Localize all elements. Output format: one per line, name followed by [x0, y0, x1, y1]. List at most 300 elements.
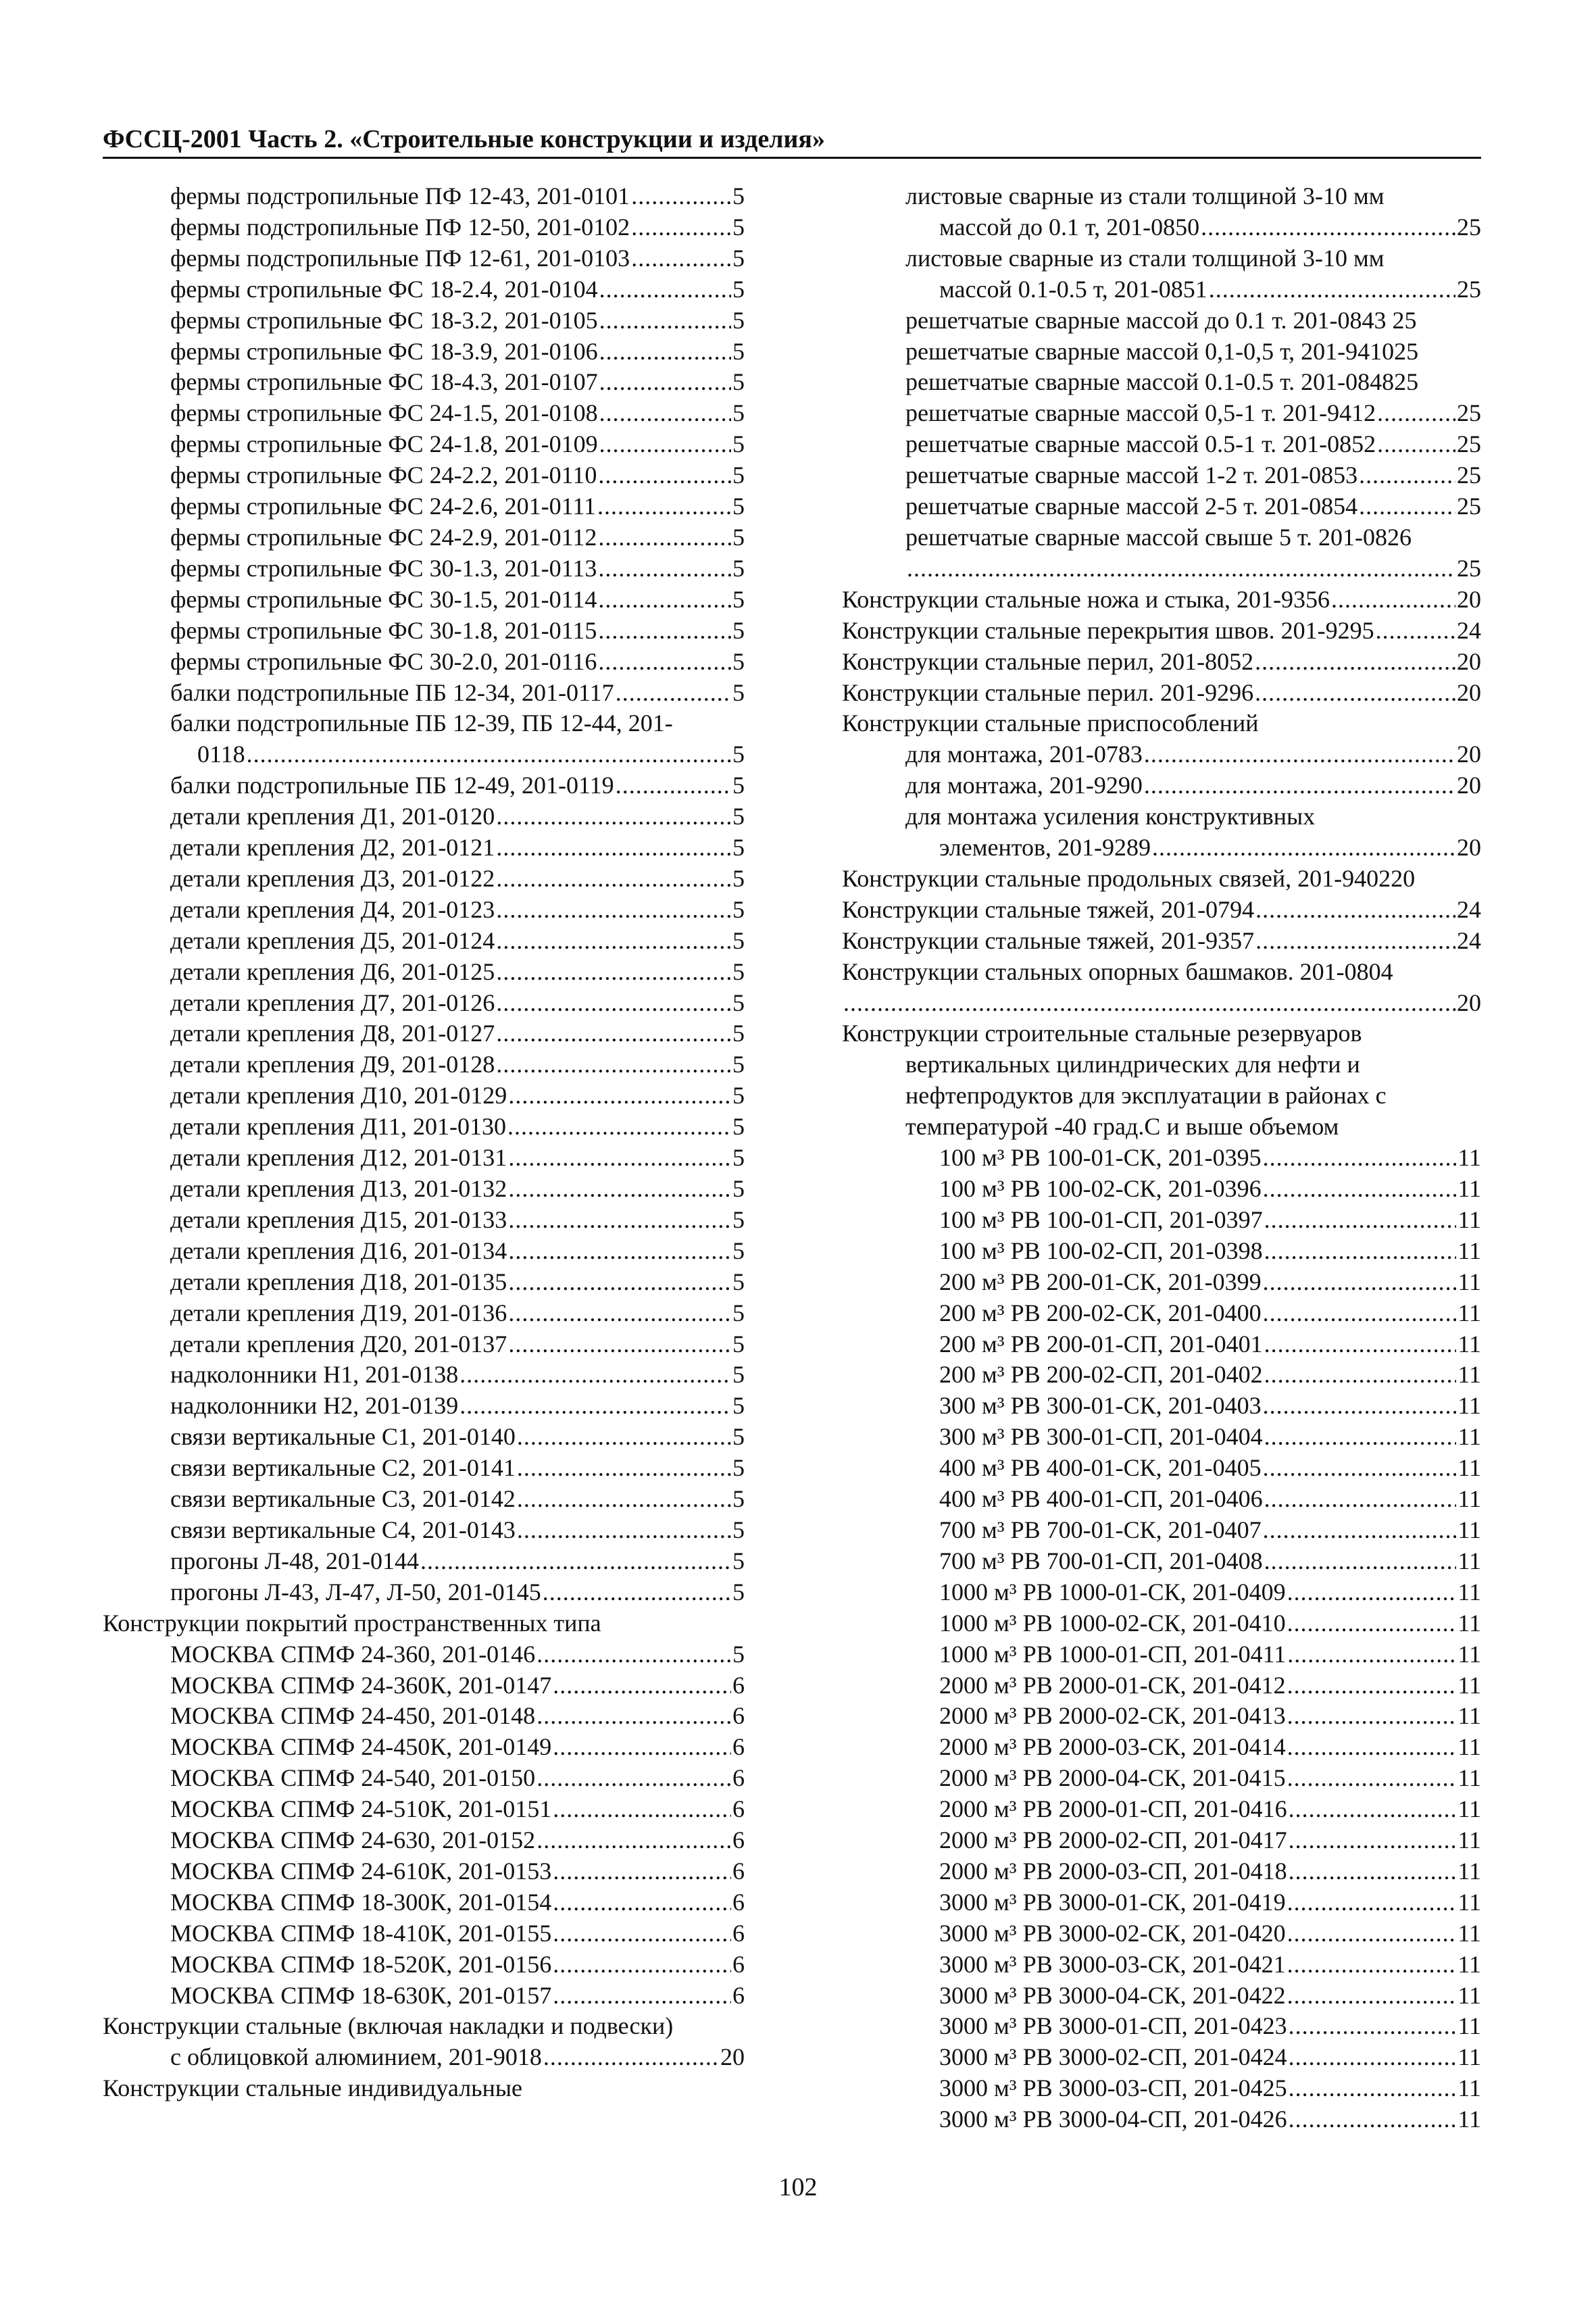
index-entry: [842, 212, 1481, 243]
index-entry-page: 5: [732, 1392, 745, 1420]
dot-leader: [598, 647, 731, 678]
index-entry-text: МОСКВА СПМФ 24-450, 201-0148: [170, 1702, 536, 1730]
index-entry: [103, 553, 745, 584]
index-entry-text: детали крепления Д9, 201-0128: [170, 1051, 495, 1078]
index-entry: [103, 1080, 745, 1112]
index-entry: [103, 2073, 745, 2104]
index-entry: [103, 1670, 745, 1701]
index-entry-row: [939, 1981, 1481, 2012]
dot-leader: [459, 1360, 731, 1391]
index-entry-page: 11: [1457, 1299, 1481, 1326]
index-entry-row: [905, 398, 1481, 429]
dot-leader: [1287, 1639, 1456, 1670]
dot-leader: [907, 553, 1455, 584]
index-entry-page: 5: [732, 803, 745, 830]
index-entry-row: [939, 1856, 1481, 1887]
index-entry-row: [170, 460, 745, 491]
index-entry-page: 11: [1457, 1547, 1481, 1574]
index-entry: [842, 1918, 1481, 1949]
index-entry: [103, 1174, 745, 1205]
index-entry-page: 5: [732, 213, 745, 241]
index-entry-page: 5: [732, 1051, 745, 1078]
dot-leader: [1144, 739, 1455, 770]
index-entry-row: [170, 1174, 745, 1205]
index-entry: [103, 708, 745, 739]
dot-leader: [1289, 2104, 1457, 2135]
index-entry-row: [170, 398, 745, 429]
index-entry: [103, 647, 745, 678]
index-entry-text: 400 м³ РВ 400-01-СК, 201-0405: [939, 1454, 1262, 1482]
index-entry: [842, 1608, 1481, 1639]
index-entry-text: МОСКВА СПМФ 18-520К, 201-0156: [170, 1950, 552, 1978]
dot-leader: [1287, 1887, 1457, 1918]
index-entry-text: фермы стропильные ФС 18-4.3, 201-0107: [170, 368, 598, 396]
index-entry: [842, 274, 1481, 305]
index-entry-page: 11: [1457, 1454, 1481, 1482]
index-entry: [842, 1453, 1481, 1484]
dot-leader: [599, 337, 731, 368]
dot-leader: [543, 2042, 719, 2073]
index-entry-page: 11: [1457, 1485, 1481, 1513]
index-entry-text: Конструкции строительные стальные резервуаров: [842, 1020, 1362, 1047]
index-entry-row: [170, 1422, 745, 1453]
index-entry: [842, 1422, 1481, 1453]
dot-leader: [616, 770, 731, 801]
index-entry-text: массой 0.1-0.5 т, 201-0851: [939, 275, 1207, 303]
index-entry-row: [170, 1112, 745, 1143]
index-entry-page: 24: [1457, 616, 1481, 644]
index-entry-row: [170, 1670, 745, 1701]
index-entry-text: Конструкции стальные перил. 201-9296: [842, 678, 1254, 706]
dot-leader: [496, 926, 731, 957]
index-entry-page: 25: [1457, 213, 1481, 241]
index-entry: [103, 1577, 745, 1608]
dot-leader: [517, 1453, 731, 1484]
index-entry: [842, 957, 1481, 988]
index-entry: [103, 429, 745, 460]
dot-leader: [553, 1918, 731, 1949]
index-entry-page: 20: [1457, 741, 1481, 768]
dot-leader: [631, 243, 731, 274]
index-entry: [842, 553, 1481, 584]
index-entry-row: [170, 1763, 745, 1794]
index-entry-text: элементов, 201-9289: [939, 834, 1151, 862]
dot-leader: [1263, 1267, 1457, 1298]
index-entry: [103, 926, 745, 957]
index-entry: [842, 460, 1481, 491]
index-entry-text: 0118: [197, 741, 245, 768]
index-entry: [842, 1018, 1481, 1049]
dot-leader: [1289, 2011, 1457, 2042]
index-entry-page: 11: [1457, 2012, 1481, 2040]
index-entry-page: 5: [732, 523, 745, 551]
index-entry-page: 6: [732, 1888, 745, 1916]
index-entry-page: 24: [1457, 926, 1481, 954]
index-entry: [103, 1484, 745, 1515]
index-entry-text: 300 м³ РВ 300-01-СК, 201-0403: [939, 1392, 1262, 1420]
index-entry-row: [170, 864, 745, 895]
index-entry-row: [905, 367, 1481, 398]
index-entry-text: для монтажа, 201-0783: [905, 741, 1143, 768]
index-entry-row: [170, 1018, 745, 1049]
index-entry-row: [905, 1112, 1481, 1143]
index-entry-row: [170, 1329, 745, 1360]
index-entry-text: МОСКВА СПМФ 24-360, 201-0146: [170, 1640, 536, 1668]
index-entry: [103, 1608, 745, 1639]
dot-leader: [543, 1577, 731, 1608]
index-entry-text: Конструкции стальные индивидуальные: [103, 2074, 523, 2102]
index-entry-row: [170, 337, 745, 368]
dot-leader: [631, 212, 731, 243]
index-entry-row: [939, 1267, 1481, 1298]
dot-leader: [508, 1267, 731, 1298]
index-entry-row: [939, 1236, 1481, 1267]
index-entry: [842, 770, 1481, 801]
index-entry-text: фермы стропильные ФС 18-2.4, 201-0104: [170, 275, 598, 303]
index-entry-row: [842, 584, 1481, 616]
index-entry: [842, 584, 1481, 616]
dot-leader: [1376, 616, 1455, 647]
index-entry-text: Конструкции стальные тяжей, 201-0794: [842, 895, 1255, 923]
dot-leader: [1255, 895, 1455, 926]
index-entry: [103, 1236, 745, 1267]
index-entry-page: 11: [1457, 1981, 1481, 2009]
index-entry-row: [170, 1267, 745, 1298]
dot-leader: [1201, 212, 1455, 243]
index-entry-row: [170, 367, 745, 398]
index-entry-text: с облицовкой алюминием, 201-9018: [170, 2043, 542, 2071]
index-entry-text: прогоны Л-43, Л-47, Л-50, 201-0145: [170, 1578, 541, 1605]
index-entry-row: [905, 305, 1481, 337]
index-entry: [103, 460, 745, 491]
index-entry-row: [170, 1639, 745, 1670]
index-entry-page: 11: [1457, 1702, 1481, 1730]
index-entry-row: [170, 1080, 745, 1112]
index-entry-text: фермы подстропильные ПФ 12-50, 201-0102: [170, 213, 630, 241]
index-entry-text: МОСКВА СПМФ 24-450К, 201-0149: [170, 1733, 552, 1761]
index-entry-text: 700 м³ РВ 700-01-СП, 201-0408: [939, 1547, 1263, 1574]
index-entry-row: [842, 647, 1481, 678]
index-entry-text: 2000 м³ РВ 2000-03-СК, 201-0414: [939, 1733, 1286, 1761]
index-entry-text: МОСКВА СПМФ 24-610К, 201-0153: [170, 1857, 552, 1885]
index-entry-text: вертикальных цилиндрических для нефти и: [905, 1051, 1360, 1078]
index-entry-row: [170, 708, 745, 739]
dot-leader: [537, 1639, 731, 1670]
index-entry-page: 5: [732, 647, 745, 675]
index-entry: [842, 1360, 1481, 1391]
index-entry: [103, 1794, 745, 1825]
index-entry-text: детали крепления Д19, 201-0136: [170, 1299, 507, 1326]
index-entry-page: 5: [732, 1020, 745, 1047]
index-entry-text: 1000 м³ РВ 1000-01-СК, 201-0409: [939, 1578, 1286, 1605]
index-entry-text: прогоны Л-48, 201-0144: [170, 1547, 419, 1574]
dot-leader: [597, 491, 731, 522]
index-entry-page: 20: [1457, 834, 1481, 862]
index-entry-text: массой до 0.1 т, 201-0850: [939, 213, 1200, 241]
dot-leader: [1289, 1856, 1457, 1887]
index-entry-text: МОСКВА СПМФ 24-360К, 201-0147: [170, 1671, 552, 1699]
index-entry-page: 6: [732, 1733, 745, 1761]
index-entry-row: [905, 739, 1481, 770]
index-entry-page: 5: [732, 368, 745, 396]
dot-leader: [1263, 1143, 1457, 1174]
index-entry-row: [842, 708, 1481, 739]
index-entry: [103, 1732, 745, 1763]
index-entry-row: [103, 2073, 745, 2104]
index-entry-row: [170, 1825, 745, 1856]
index-entry-page: 20: [1457, 585, 1481, 613]
index-entry-page: 11: [1457, 1268, 1481, 1295]
index-entry: [103, 367, 745, 398]
index-entry: [842, 801, 1481, 832]
index-entry-row: [170, 243, 745, 274]
index-entry: [842, 1732, 1481, 1763]
index-entry-text: фермы стропильные ФС 18-3.9, 201-0106: [170, 337, 598, 365]
index-entry-page: 11: [1457, 1392, 1481, 1420]
index-entry-text: 2000 м³ РВ 2000-02-СК, 201-0413: [939, 1702, 1286, 1730]
index-entry-row: [170, 1453, 745, 1484]
index-entry-page: 5: [732, 1113, 745, 1141]
index-entry-row: [170, 1918, 745, 1949]
index-entry-text: температурой -40 град.С и выше объемом: [905, 1113, 1339, 1141]
index-entry: [103, 616, 745, 647]
index-entry-page: 5: [732, 1578, 745, 1605]
index-entry-row: [939, 1794, 1481, 1825]
index-entry-page: 11: [1457, 1578, 1481, 1605]
index-entry-text: решетчатые сварные массой до 0.1 т. 201-0843 25: [905, 306, 1417, 334]
index-entry-text: 100 м³ РВ 100-02-СП, 201-0398: [939, 1237, 1263, 1264]
index-entry: [842, 926, 1481, 957]
index-entry-row: [170, 2042, 745, 2073]
index-entry-row: [939, 1701, 1481, 1732]
index-entry: [842, 2042, 1481, 2073]
index-entry-page: 6: [732, 1826, 745, 1854]
index-entry-page: 11: [1457, 1237, 1481, 1264]
index-entry: [103, 957, 745, 988]
dot-leader: [631, 181, 731, 212]
index-entry-text: Конструкции стальные (включая накладки и подвески): [103, 2012, 674, 2040]
index-entry-text: связи вертикальные С2, 201-0141: [170, 1454, 516, 1482]
index-entry-row: [905, 801, 1481, 832]
index-entry-row: [103, 1608, 745, 1639]
dot-leader: [843, 988, 1455, 1019]
index-entry-text: 3000 м³ РВ 3000-04-СП, 201-0426: [939, 2106, 1287, 2133]
dot-leader: [508, 1143, 731, 1174]
index-entry: [842, 988, 1481, 1019]
dot-leader: [1287, 1701, 1457, 1732]
index-entry-row: [939, 1484, 1481, 1515]
index-entry-row: [842, 678, 1481, 709]
dot-leader: [1289, 1825, 1457, 1856]
index-entry-text: детали крепления Д10, 201-0129: [170, 1082, 507, 1110]
dot-leader: [496, 988, 731, 1019]
index-entry-row: [939, 1732, 1481, 1763]
index-entry-text: Конструкции стальные ножа и стыка, 201-9356: [842, 585, 1330, 613]
index-entry: [103, 1981, 745, 2012]
index-entry-text: 1000 м³ РВ 1000-02-СК, 201-0410: [939, 1609, 1286, 1637]
index-entry-row: [939, 1887, 1481, 1918]
index-entry-page: 5: [732, 1330, 745, 1358]
index-entry-row: [939, 1918, 1481, 1949]
index-entry-page: 11: [1457, 1826, 1481, 1854]
index-entry-row: [939, 1608, 1481, 1639]
index-entry: [842, 1484, 1481, 1515]
index-entry-row: [939, 1298, 1481, 1329]
index-entry: [103, 1918, 745, 1949]
index-entry: [842, 616, 1481, 647]
index-entry-row: [170, 1049, 745, 1080]
dot-leader: [599, 429, 731, 460]
index-entry: [103, 1267, 745, 1298]
index-entry-page: 5: [732, 554, 745, 582]
dot-leader: [459, 1391, 731, 1422]
index-entry-page: 5: [732, 337, 745, 365]
dot-leader: [1264, 1360, 1457, 1391]
index-entry: [103, 1825, 745, 1856]
index-entry: [103, 1422, 745, 1453]
index-entry: [842, 1949, 1481, 1981]
index-entry: [103, 678, 745, 709]
index-entry-page: 11: [1457, 1175, 1481, 1202]
index-entry-page: 6: [732, 1702, 745, 1730]
index-entry: [103, 1018, 745, 1049]
index-entry-page: 5: [732, 462, 745, 489]
index-entry: [842, 2073, 1481, 2104]
index-entry-text: 100 м³ РВ 100-01-СК, 201-0395: [939, 1144, 1262, 1172]
index-entry-text: 700 м³ РВ 700-01-СК, 201-0407: [939, 1516, 1262, 1543]
index-entry: [103, 2042, 745, 2073]
index-entry-row: [170, 1391, 745, 1422]
index-entry-row: [905, 460, 1481, 491]
index-entry-text: фермы стропильные ФС 24-1.5, 201-0108: [170, 399, 598, 427]
index-entry-row: [939, 1329, 1481, 1360]
index-entry-text: 1000 м³ РВ 1000-01-СП, 201-0411: [939, 1640, 1287, 1668]
index-entry-row: [170, 274, 745, 305]
index-entry-row: [939, 1453, 1481, 1484]
index-entry-text: листовые сварные из стали толщиной 3-10 мм: [905, 244, 1385, 272]
index-entry-text: 3000 м³ РВ 3000-01-СП, 201-0423: [939, 2012, 1287, 2040]
dot-leader: [598, 584, 731, 616]
dot-leader: [1359, 491, 1455, 522]
index-entry-page: 11: [1457, 1733, 1481, 1761]
index-entry-text: детали крепления Д7, 201-0126: [170, 989, 495, 1016]
dot-leader: [496, 895, 731, 926]
index-entry-row: [170, 584, 745, 616]
index-entry-row: [939, 1143, 1481, 1174]
index-entry-text: детали крепления Д12, 201-0131: [170, 1144, 507, 1172]
index-entry-text: балки подстропильные ПБ 12-34, 201-0117: [170, 678, 614, 706]
index-entry-page: 11: [1457, 1516, 1481, 1543]
index-entry-text: решетчатые сварные массой 2-5 т. 201-0854: [905, 493, 1358, 520]
index-entry-row: [170, 988, 745, 1019]
dot-leader: [599, 274, 731, 305]
index-entry-row: [170, 678, 745, 709]
index-entry: [103, 1887, 745, 1918]
index-entry: [103, 212, 745, 243]
index-entry-text: МОСКВА СПМФ 18-410К, 201-0155: [170, 1919, 552, 1947]
index-entry-row: [170, 553, 745, 584]
dot-leader: [1287, 1608, 1457, 1639]
index-entry-page: 25: [1457, 275, 1481, 303]
dot-leader: [507, 1112, 731, 1143]
dot-leader: [553, 1949, 731, 1981]
index-entry-text: связи вертикальные С3, 201-0142: [170, 1485, 516, 1513]
index-entry: [842, 337, 1481, 368]
dot-leader: [1152, 832, 1455, 864]
index-entry-text: балки подстропильные ПБ 12-49, 201-0119: [170, 772, 614, 799]
index-entry: [842, 2011, 1481, 2042]
index-entry-row: [939, 1763, 1481, 1794]
index-entry: [103, 491, 745, 522]
index-entry: [842, 1701, 1481, 1732]
index-entry-page: 11: [1457, 1609, 1481, 1637]
index-entry-row: [842, 988, 1481, 1019]
index-entry: [842, 1794, 1481, 1825]
index-entry-page: 11: [1457, 1423, 1481, 1451]
index-entry-row: [170, 1856, 745, 1887]
index-entry: [103, 1112, 745, 1143]
dot-leader: [1264, 1422, 1457, 1453]
dot-leader: [1287, 1763, 1457, 1794]
index-entry-text: фермы стропильные ФС 30-1.3, 201-0113: [170, 554, 597, 582]
index-entry: [842, 1174, 1481, 1205]
dot-leader: [508, 1174, 731, 1205]
index-entry-page: 24: [1457, 895, 1481, 923]
index-entry-page: 20: [1457, 647, 1481, 675]
dot-leader: [1264, 1329, 1457, 1360]
index-entry-page: 5: [732, 1082, 745, 1110]
index-entry-row: [170, 801, 745, 832]
dot-leader: [1264, 1484, 1457, 1515]
dot-leader: [496, 1049, 731, 1080]
index-entry: [842, 181, 1481, 212]
index-entry-page: 6: [732, 1795, 745, 1823]
index-entry: [842, 832, 1481, 864]
dot-leader: [599, 398, 731, 429]
dot-leader: [1377, 398, 1455, 429]
index-entry-page: 5: [732, 957, 745, 985]
index-entry: [103, 398, 745, 429]
index-entry-row: [905, 337, 1481, 368]
index-entry-text: Конструкции стальные тяжей, 201-9357: [842, 926, 1255, 954]
index-entry-text: листовые сварные из стали толщиной 3-10 мм: [905, 182, 1385, 209]
index-entry-page: 11: [1457, 2106, 1481, 2133]
dot-leader: [1255, 678, 1455, 709]
dot-leader: [1289, 2042, 1457, 2073]
index-entry: [103, 1329, 745, 1360]
index-entry: [103, 770, 745, 801]
index-entry: [103, 1143, 745, 1174]
index-entry-row: [939, 2073, 1481, 2104]
index-entry-row: [170, 1732, 745, 1763]
index-entry: [103, 1515, 745, 1546]
dot-leader: [553, 1732, 731, 1763]
index-entry-row: [170, 522, 745, 553]
dot-leader: [1263, 1515, 1457, 1546]
dot-leader: [496, 801, 731, 832]
dot-leader: [599, 305, 731, 337]
index-entry: [103, 1701, 745, 1732]
index-entry-page: 5: [732, 1485, 745, 1513]
index-entry-row: [939, 212, 1481, 243]
index-entry-text: Конструкции стальные продольных связей, 201-940220: [842, 864, 1416, 892]
index-entry-page: 11: [1457, 1764, 1481, 1792]
index-entry: [103, 584, 745, 616]
index-entry-page: 11: [1457, 1205, 1481, 1233]
index-entry-text: фермы стропильные ФС 30-1.5, 201-0114: [170, 585, 597, 613]
index-entry-row: [170, 1887, 745, 1918]
index-entry-row: [939, 1546, 1481, 1577]
